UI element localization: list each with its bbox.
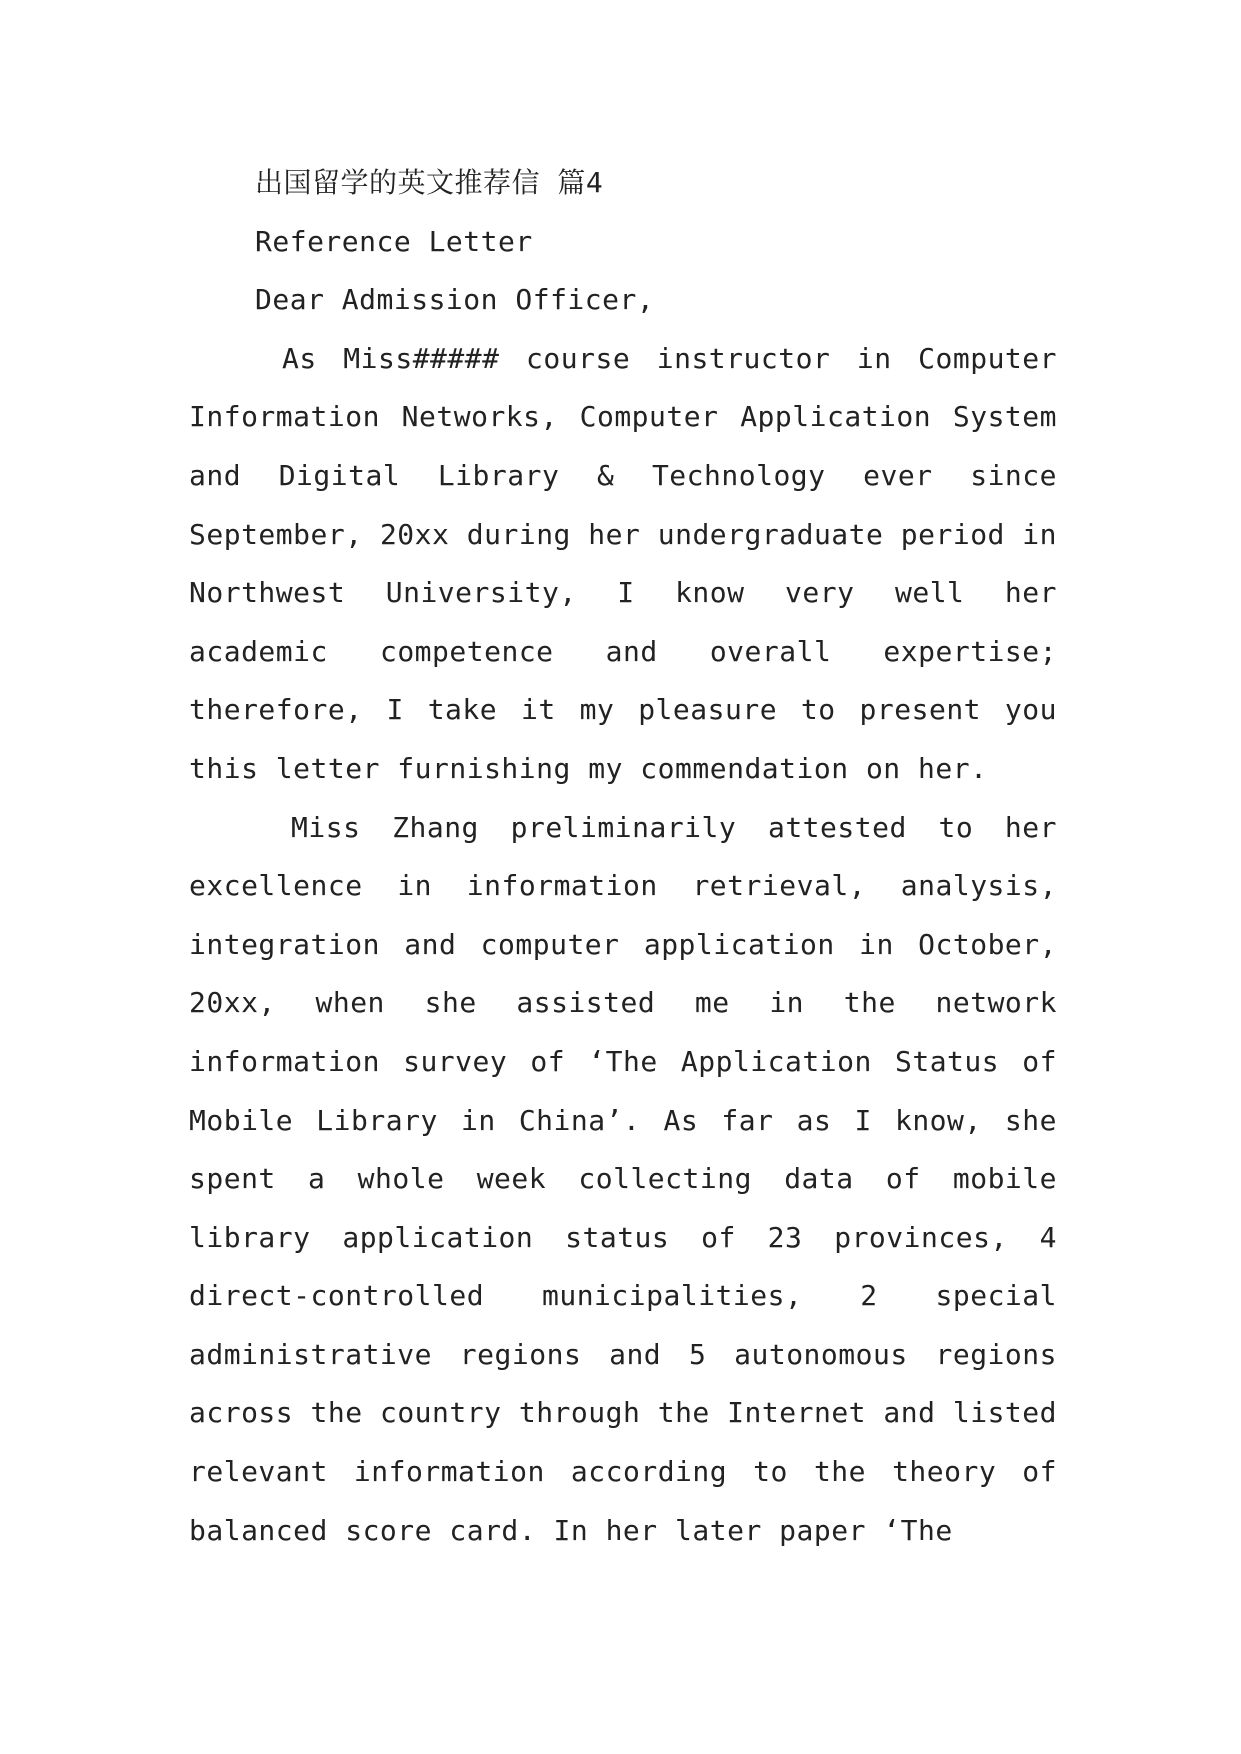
salutation: Dear Admission Officer, <box>255 283 655 317</box>
document-heading: 出国留学的英文推荐信 篇4 <box>255 166 604 199</box>
paragraph-1: As Miss##### course instructor in Computer Information Networks, Computer Application System and Digital Library & Technology ever since September, 20xx during her undergraduate period in Northwest University, I know very well her academic competence and overall expertise; therefore, I take it my pleasure to present you this letter furnishing my commendation on her. <box>189 341 1057 785</box>
letter-title: Reference Letter <box>255 224 533 258</box>
document-body <box>189 154 1057 1560</box>
paragraph-2: Miss Zhang preliminarily attested to her excellence in information retrieval, analysis, integration and computer application in October, 20xx, when she assisted me in the network information survey of ‘The Application Status of Mobile Library in China’. As far as I know, she spent a whole week collecting data of mobile library application status of 23 provinces, 4 direct-controlled municipalities, 2 special administrative regions and 5 autonomous regions across the country through the Internet and listed relevant information according to the theory of balanced score card. In her later paper ‘The <box>189 810 1057 1547</box>
